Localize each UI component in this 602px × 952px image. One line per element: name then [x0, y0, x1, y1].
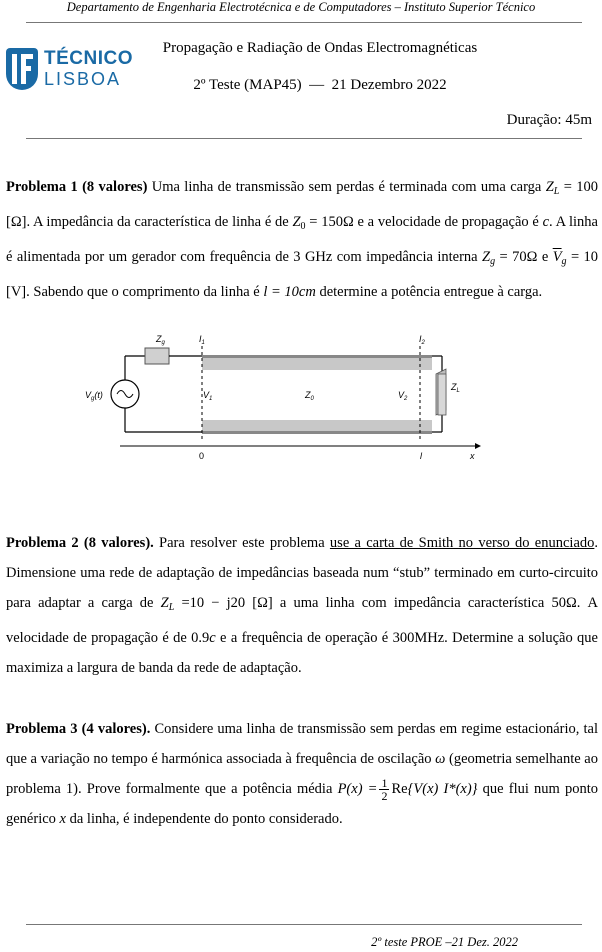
problem-3-text-3: que flui num ponto genérico: [6, 781, 599, 827]
label-l: l: [420, 451, 422, 461]
line-top-conductor: [202, 355, 432, 358]
label-zl: $Z_L$: [451, 382, 460, 394]
problem-2-c: c: [209, 630, 216, 646]
problem-1: [6, 172, 598, 307]
header-rule: [26, 22, 582, 23]
characteristic-impedance: $Z_0 = 150\Omega$: [292, 214, 354, 232]
label-zg: $Z_g$: [156, 334, 165, 346]
average-power-formula: P(x) = $\frac{1}{2}$ Re{V(x) I*(x)}: [337, 776, 478, 804]
line-upper-body: [202, 358, 432, 370]
problem-3-text-2: (geometria semelhante ao problema 1). Prove formalmente que a potência média: [6, 751, 598, 797]
institution-header: Departamento de Engenharia Electrotécnica e de Computadores – Instituto Superior Técnico: [66, 0, 536, 14]
tecnico-logo: [6, 45, 133, 97]
problem-1-label: Problema 1 (8 valores): [6, 179, 148, 195]
load-impedance: $Z_L = 100$ [Ω]: [6, 179, 598, 230]
problem-2-label: Problema 2 (8 valores).: [6, 535, 154, 551]
label-x: x: [470, 451, 475, 461]
problem-1-text-2: . A impedância da característica de linha é de: [26, 214, 289, 230]
test-dash: —: [309, 77, 325, 93]
generator-impedance: $Z_g = 70\Omega$: [482, 249, 538, 267]
line-lower-body: [202, 420, 432, 432]
label-v1: $V_1$: [203, 390, 213, 402]
problem-2-load: $Z_L =10 - j20$ [Ω]: [160, 595, 273, 613]
problem-1-text-7: determine a potência entregue à carga.: [319, 284, 543, 300]
problem-3-text: Considere uma linha de transmissão sem perdas em regime estacionário, tal que a variação no tempo é harmónica associada à frequência de oscilação: [6, 721, 598, 767]
problem-2-text-4: e a frequência de operação é 300MHz. Determine a solução que maximiza a largura de banda da rede de adaptação.: [6, 630, 598, 676]
logo-text-tecnico: TÉCNICO: [44, 48, 133, 69]
problem-3-label: Problema 3 (4 valores).: [6, 721, 151, 737]
footer-rule: [26, 924, 582, 925]
problem-3-x: x: [59, 811, 66, 827]
test-info: [120, 77, 520, 94]
test-date: 21 Dezembro 2022: [331, 77, 447, 93]
problem-3-text-4: da linha, é independente do ponto considerado.: [65, 811, 343, 827]
label-vg: $V_g(t)$: [85, 390, 103, 402]
problem-3: [6, 714, 598, 834]
transmission-line-diagram: [80, 328, 500, 468]
problem-2: [6, 528, 598, 683]
footer-text: 2º teste PROE –21 Dez. 2022: [371, 935, 518, 949]
problem-2-text-2: . Dimensione uma rede de adaptação de impedâncias baseada num “stub” terminado em curto-circuito para adaptar a carga de: [6, 535, 598, 611]
problem-2-text-3: a uma linha com impedância característica 50Ω. A velocidade de propagação é de 0.9: [6, 595, 598, 646]
load-impedance-box: [438, 374, 446, 415]
problem-1-text-3: e a velocidade de propagação é: [357, 214, 539, 230]
label-v2: $V_2$: [398, 390, 408, 402]
test-label: 2º Teste (MAP45): [193, 77, 302, 93]
line-length: l = 10cm: [263, 284, 316, 300]
problem-1-text-5: e: [541, 249, 549, 265]
label-z0: $Z_0$: [305, 390, 314, 402]
problem-1-text-4: . A linha é alimentada por um gerador com frequência de 3 GHz com impedância interna: [6, 214, 598, 265]
line-bottom-conductor: [202, 431, 432, 434]
generator-impedance-box: [145, 348, 169, 364]
problem-2-text: Para resolver este problema: [153, 535, 330, 551]
smith-chart-instruction: use a carta de Smith no verso do enunciado: [329, 535, 595, 551]
label-i2: $I_2$: [419, 334, 425, 346]
header-rule-2: [26, 138, 582, 139]
generator-voltage: $\overline{V}_g = 10$ [V]: [6, 249, 599, 300]
problem-1-text-6: . Sabendo que o comprimento da linha é: [26, 284, 260, 300]
problem-1-text: Uma linha de transmissão sem perdas é terminada com uma carga: [147, 179, 542, 195]
duration: Duração: 45m: [506, 112, 592, 128]
ist-logo-icon: [6, 48, 38, 90]
label-i1: $I_1$: [199, 334, 205, 346]
logo-text-lisboa: LISBOA: [44, 69, 122, 89]
label-x0: 0: [199, 451, 205, 461]
omega: ω: [435, 751, 446, 767]
speed-c: c: [542, 214, 550, 230]
course-title: Propagação e Radiação de Ondas Electromagnéticas: [162, 40, 478, 56]
